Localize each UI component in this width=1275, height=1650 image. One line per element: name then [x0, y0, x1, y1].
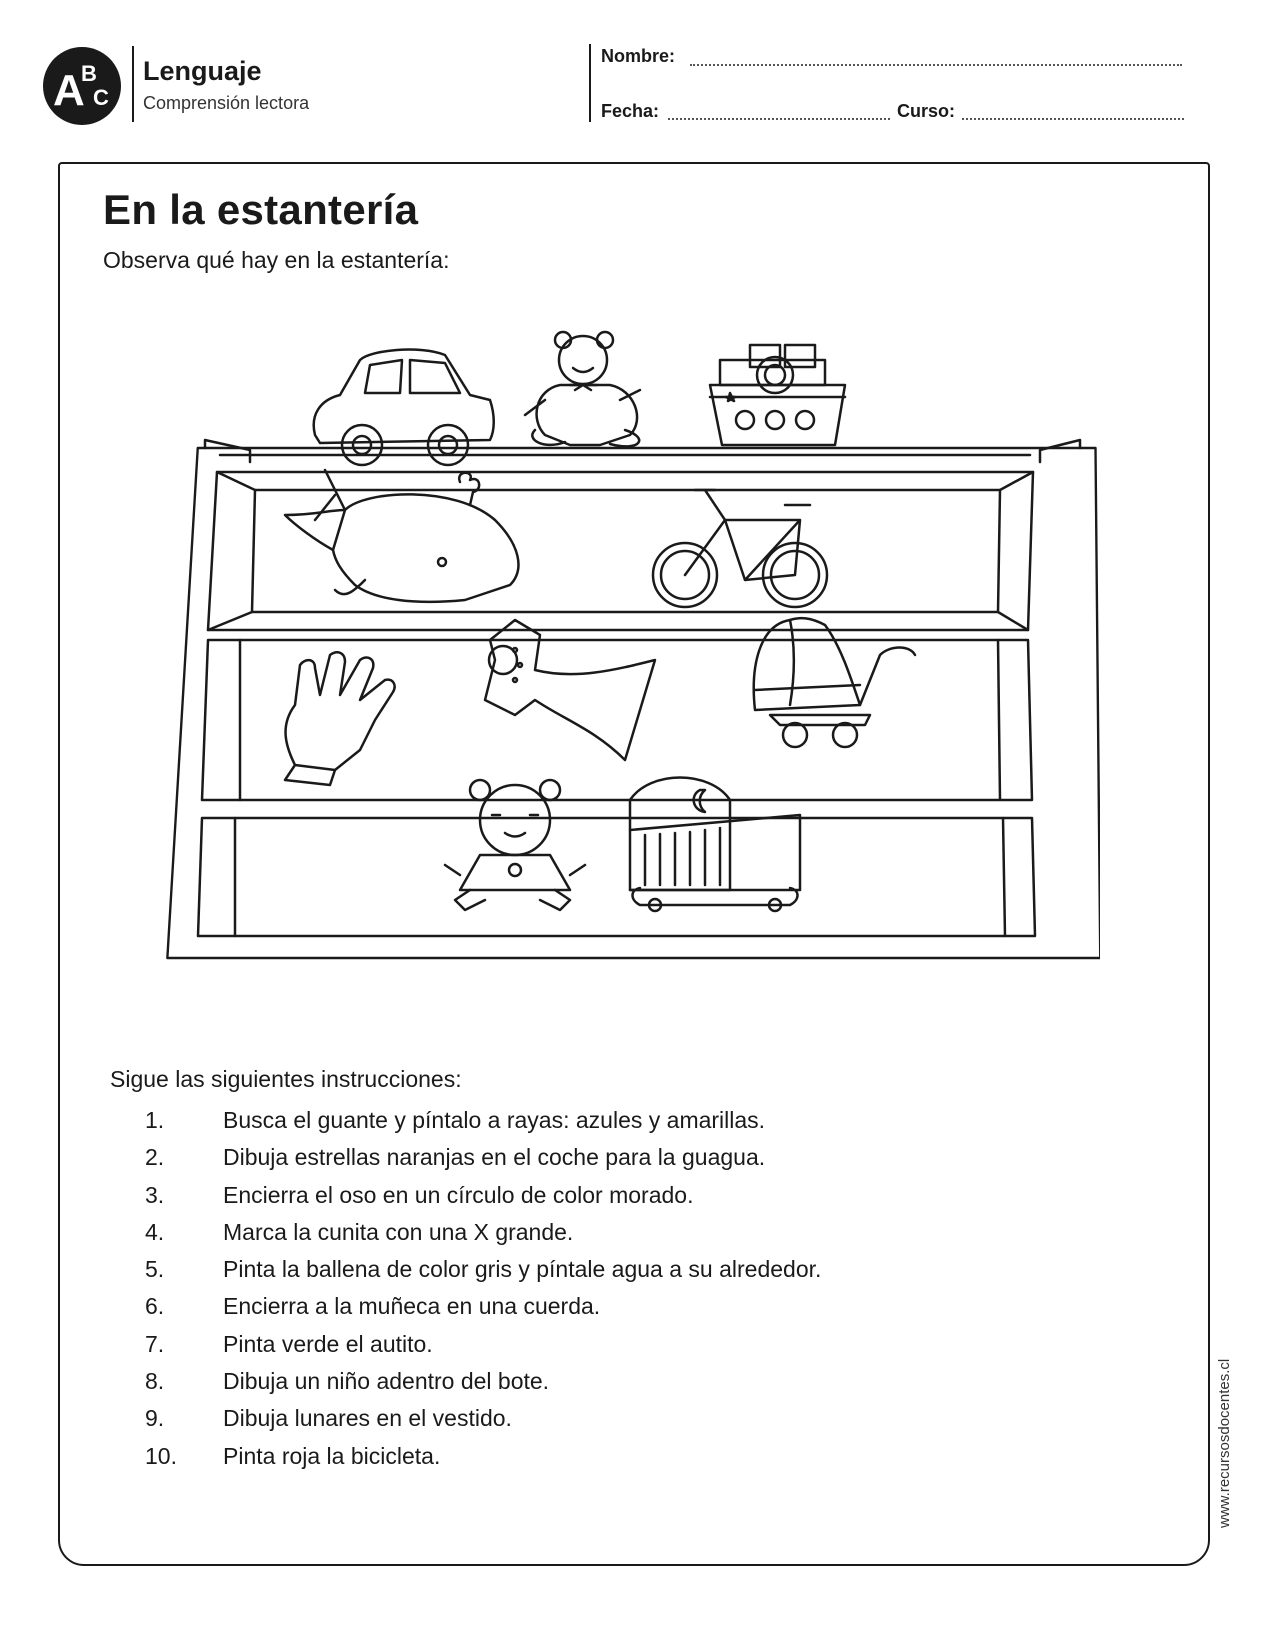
- item-number: 6.: [145, 1293, 165, 1320]
- item-text: Dibuja un niño adentro del bote.: [223, 1368, 550, 1395]
- item-number: 9.: [145, 1405, 165, 1432]
- item-text: Pinta la ballena de color gris y píntale agua a su alrededor.: [223, 1256, 822, 1283]
- instructions-heading: Sigue las siguientes instrucciones:: [110, 1066, 462, 1092]
- baby-stroller-icon: [754, 618, 915, 747]
- name-label: Nombre:: [601, 46, 676, 66]
- item-text: Dibuja lunares en el vestido.: [223, 1405, 512, 1432]
- item-text: Dibuja estrellas naranjas en el coche para la guagua.: [223, 1144, 766, 1171]
- header-divider: [589, 44, 591, 122]
- course-label: Curso:: [897, 101, 955, 121]
- item-number: 4.: [145, 1218, 165, 1245]
- course-field[interactable]: [962, 118, 1184, 120]
- toy-boat-icon: [710, 345, 845, 445]
- item-number: 10.: [145, 1442, 177, 1469]
- teddy-bear-icon: [525, 332, 640, 446]
- shelf-illustration: [160, 330, 1100, 970]
- item-text: Pinta roja la bicicleta.: [223, 1442, 441, 1469]
- website-credit: www.recursosdocentes.cl: [1216, 1358, 1233, 1528]
- item-number: 5.: [145, 1256, 165, 1283]
- item-number: 1.: [145, 1107, 165, 1133]
- date-field[interactable]: [668, 118, 890, 120]
- bookshelf: [167, 440, 1100, 958]
- logo-letter-c: C: [93, 85, 109, 110]
- item-number: 7.: [145, 1330, 165, 1357]
- subject-subtitle: Comprensión lectora: [143, 93, 310, 113]
- name-field[interactable]: [690, 64, 1182, 66]
- item-text: Pinta verde el autito.: [223, 1330, 433, 1357]
- logo-letter-b: B: [81, 61, 97, 86]
- bicycle-icon: [653, 490, 827, 607]
- item-text: Encierra a la muñeca en una cuerda.: [223, 1293, 601, 1320]
- glove-icon: [285, 652, 395, 785]
- item-text: Encierra el oso en un círculo de color morado.: [223, 1181, 694, 1208]
- item-number: 3.: [145, 1181, 165, 1208]
- logo-divider: [132, 46, 134, 122]
- subject-title: Lenguaje: [143, 56, 262, 86]
- item-number: 2.: [145, 1144, 165, 1171]
- date-label: Fecha:: [601, 101, 660, 121]
- logo-letter-a: A: [53, 66, 85, 115]
- cradle-icon: [630, 778, 800, 912]
- abc-logo: [43, 47, 121, 125]
- intro-text: Observa qué hay en la estantería:: [103, 247, 450, 273]
- item-number: 8.: [145, 1368, 165, 1395]
- item-text: Busca el guante y píntalo a rayas: azules y amarillas.: [223, 1107, 766, 1133]
- item-text: Marca la cunita con una X grande.: [223, 1218, 574, 1245]
- page-title: En la estantería: [103, 186, 419, 233]
